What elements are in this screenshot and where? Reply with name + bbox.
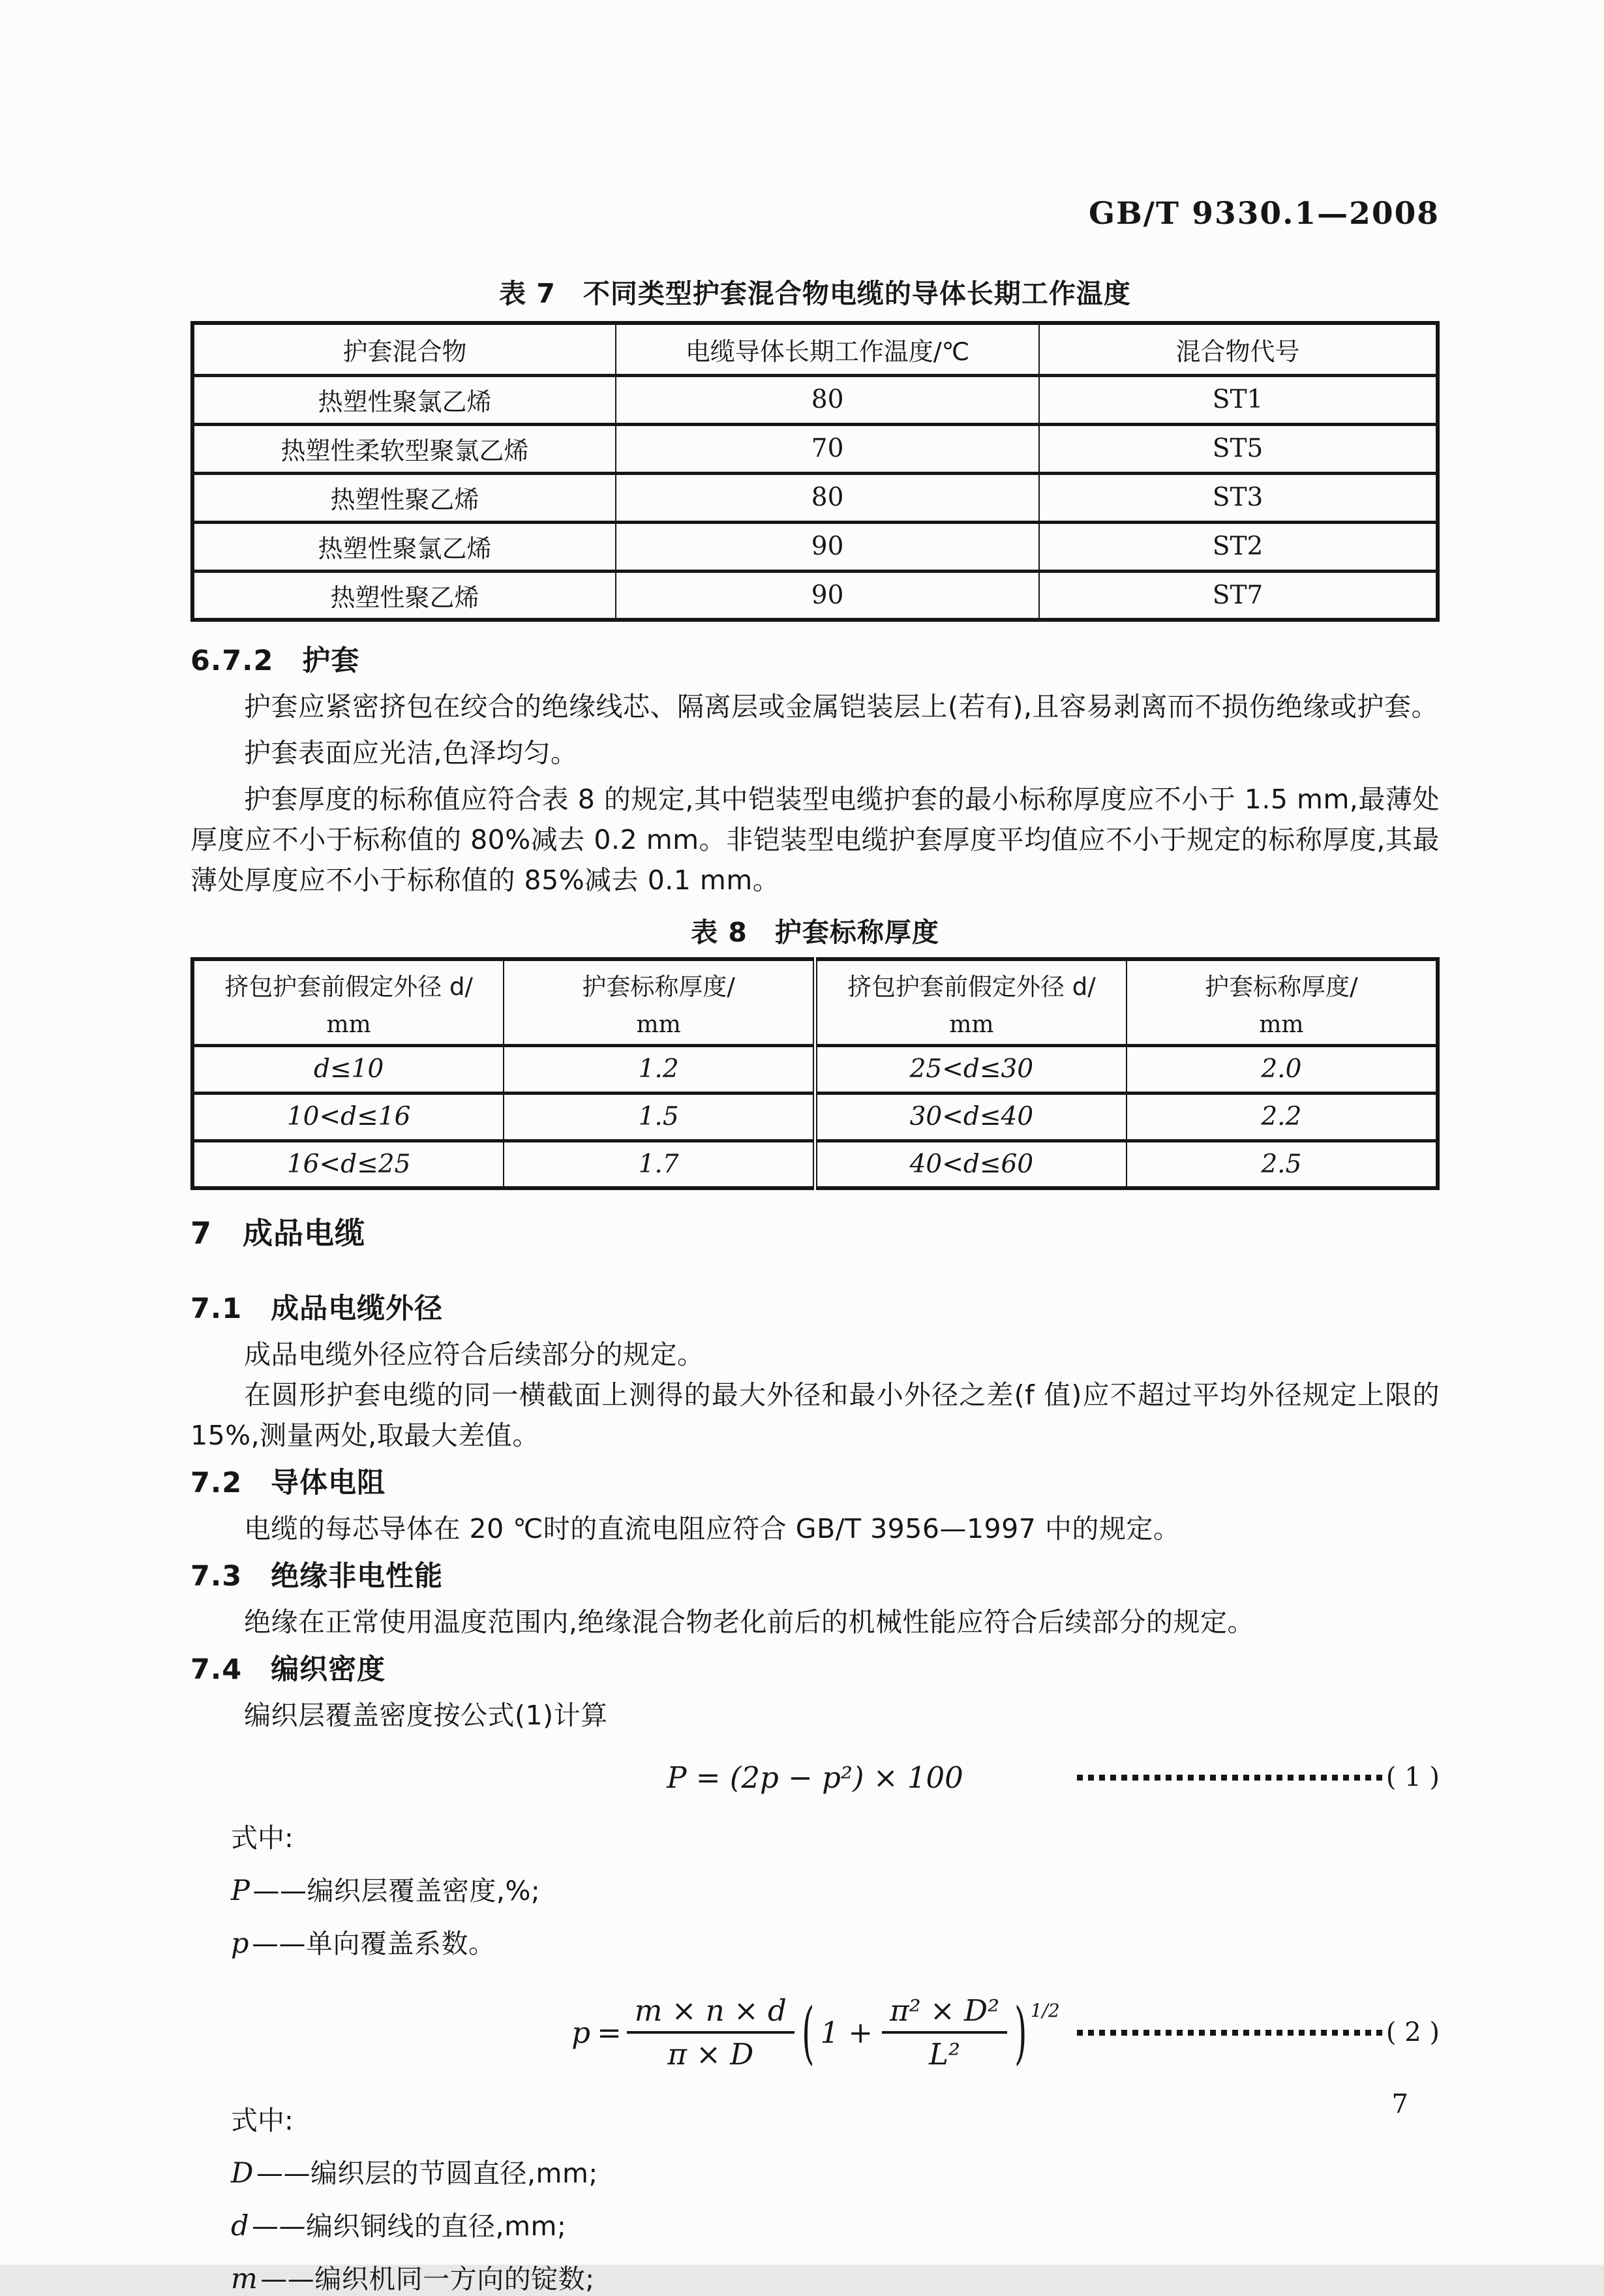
legend-desc: ——单向覆盖系数。 — [252, 1928, 496, 1959]
equation-1-tail — [1077, 1762, 1440, 1792]
table-row — [192, 522, 1438, 571]
paragraph: 护套厚度的标称值应符合表 8 的规定,其中铠装型电缆护套的最小标称厚度应不小于 1.5 mm,最薄处厚度应不小于标称值的 80%减去 0.2 mm。非铠装型电缆护套厚度平均值应不小于规定的标称厚度,其最薄处厚度应不小于标称值的 85%减去 0.1 mm。 — [190, 784, 1440, 896]
exponent: 1/2 — [1030, 1999, 1060, 2021]
cell-temperature: 80 — [616, 473, 1039, 522]
table-row — [192, 571, 1438, 620]
paragraph: 在圆形护套电缆的同一横截面上测得的最大外径和最小外径之差(f 值)应不超过平均外径规定上限的 15%,测量两处,取最大差值。 — [190, 1379, 1440, 1451]
cell-diameter-range: 40<d≤60 — [815, 1140, 1127, 1188]
table-row — [192, 1045, 1438, 1093]
cell-temperature: 70 — [616, 424, 1039, 473]
open-paren: ( — [801, 1993, 815, 2072]
page-content — [190, 0, 1440, 2296]
header-cell: 电缆导体长期工作温度/℃ — [616, 323, 1039, 375]
equation-2-number: ( 2 ) — [1385, 2017, 1440, 2047]
cell-mixture-code: ST1 — [1039, 375, 1438, 424]
table-header-row — [192, 323, 1438, 375]
table-row — [192, 1093, 1438, 1140]
cell-sheath-mixture: 热塑性聚乙烯 — [192, 473, 616, 522]
legend-item — [231, 1922, 1440, 1961]
cell-thickness: 2.2 — [1127, 1093, 1438, 1140]
cell-mixture-code: ST5 — [1039, 424, 1438, 473]
legend-intro: 式中: — [231, 1822, 294, 1854]
header-unit: mm — [636, 1011, 681, 1038]
legend-item — [231, 2152, 1440, 2190]
equation-2-equals: = — [597, 2015, 622, 2050]
section-heading-672: 6.7.2 护套 — [190, 645, 360, 677]
table-row — [192, 473, 1438, 522]
cell-mixture-code: ST2 — [1039, 522, 1438, 571]
fraction-numerator: m × n × d — [627, 1995, 794, 2034]
cell-diameter-range: d≤10 — [192, 1045, 504, 1093]
paragraph: 护套应紧密挤包在绞合的绝缘线芯、隔离层或金属铠装层上(若有),且容易剥离而不损伤绝缘或护套。 — [244, 691, 1439, 722]
header-unit: mm — [949, 1011, 994, 1038]
header-line1: 护套标称厚度/ — [1205, 972, 1358, 1001]
header-cell: 混合物代号 — [1039, 323, 1438, 375]
standard-number-header: GB/T 9330.1—2008 — [1088, 196, 1440, 232]
cell-diameter-range: 16<d≤25 — [192, 1140, 504, 1188]
legend-symbol: m — [231, 2263, 258, 2295]
cell-sheath-mixture: 热塑性柔软型聚氯乙烯 — [192, 424, 616, 473]
legend-item — [231, 1869, 1440, 1908]
cell-diameter-range: 10<d≤16 — [192, 1093, 504, 1140]
section-heading-73: 7.3 绝缘非电性能 — [190, 1560, 444, 1593]
table-8 — [190, 957, 1440, 1190]
header-cell: 护套混合物 — [192, 323, 616, 375]
cell-diameter-range: 25<d≤30 — [815, 1045, 1127, 1093]
equation-2-lhs: p — [571, 2015, 591, 2050]
legend-desc: ——编织机同一方向的锭数; — [260, 2263, 595, 2295]
inner-term: 1 + — [820, 2015, 873, 2050]
cell-mixture-code: ST7 — [1039, 571, 1438, 620]
cell-thickness: 1.2 — [504, 1045, 815, 1093]
header-cell — [1127, 959, 1438, 1045]
cell-sheath-mixture: 热塑性聚乙烯 — [192, 571, 616, 620]
equation-1 — [190, 1750, 1440, 1805]
cell-sheath-mixture: 热塑性聚氯乙烯 — [192, 375, 616, 424]
paragraph: 编织层覆盖密度按公式(1)计算 — [244, 1700, 608, 1731]
cell-thickness: 1.5 — [504, 1093, 815, 1140]
header-unit: mm — [326, 1011, 371, 1038]
header-cell — [192, 959, 504, 1045]
close-paren: ) — [1014, 1993, 1027, 2072]
table-row — [192, 1140, 1438, 1188]
table-7 — [190, 321, 1440, 622]
section-heading-74: 7.4 编织密度 — [190, 1653, 386, 1686]
fraction-denominator: π × D — [667, 2037, 754, 2072]
header-cell — [504, 959, 815, 1045]
fraction-inner-denominator: L² — [929, 2037, 961, 2072]
cell-thickness: 1.7 — [504, 1140, 815, 1188]
equation-2-tail — [1077, 2017, 1440, 2047]
header-line1: 护套标称厚度/ — [582, 972, 735, 1001]
paragraph: 护套表面应光洁,色泽均匀。 — [244, 737, 578, 769]
cell-temperature: 80 — [616, 375, 1039, 424]
table-row — [192, 424, 1438, 473]
cell-sheath-mixture: 热塑性聚氯乙烯 — [192, 522, 616, 571]
dotted-leader — [1077, 2030, 1384, 2036]
legend-symbol: d — [231, 2210, 250, 2242]
equation-1-expression: P = (2p − p²) × 100 — [667, 1760, 963, 1795]
legend-item — [231, 2258, 1440, 2296]
cell-temperature: 90 — [616, 571, 1039, 620]
fraction-main — [627, 1995, 794, 2070]
paragraph: 成品电缆外径应符合后续部分的规定。 — [244, 1339, 704, 1370]
legend-desc: ——编织铜线的直径,mm; — [252, 2211, 567, 2242]
paragraph: 绝缘在正常使用温度范围内,绝缘混合物老化前后的机械性能应符合后续部分的规定。 — [244, 1606, 1255, 1638]
header-line1: 挤包护套前假定外径 d/ — [224, 972, 473, 1001]
paragraph: 电缆的每芯导体在 20 ℃时的直流电阻应符合 GB/T 3956—1997 中的规定。 — [244, 1513, 1181, 1544]
legend-symbol: p — [231, 1927, 250, 1960]
cell-diameter-range: 30<d≤40 — [815, 1093, 1127, 1140]
section-heading-71: 7.1 成品电缆外径 — [190, 1293, 444, 1325]
header-line1: 挤包护套前假定外径 d/ — [847, 972, 1096, 1001]
legend-desc: ——编织层覆盖密度,%; — [252, 1875, 541, 1906]
legend-desc: ——编织层的节圆直径,mm; — [256, 2158, 598, 2189]
legend-intro: 式中: — [231, 2105, 294, 2136]
cell-thickness: 2.5 — [1127, 1140, 1438, 1188]
equation-2 — [190, 1978, 1440, 2087]
table-row — [192, 375, 1438, 424]
table-header-row — [192, 959, 1438, 1045]
fraction-inner-numerator: π² × D² — [882, 1995, 1007, 2034]
cell-mixture-code: ST3 — [1039, 473, 1438, 522]
cell-thickness: 2.0 — [1127, 1045, 1438, 1093]
header-unit: mm — [1259, 1011, 1304, 1038]
legend-symbol: D — [231, 2157, 254, 2190]
equation-1-number: ( 1 ) — [1385, 1762, 1440, 1792]
section-heading-7: 7 成品电缆 — [190, 1216, 366, 1251]
legend-item — [231, 2205, 1440, 2243]
table8-caption: 表 8 护套标称厚度 — [691, 917, 939, 948]
dotted-leader — [1077, 1775, 1384, 1781]
cell-temperature: 90 — [616, 522, 1039, 571]
page-number: 7 — [1391, 2089, 1408, 2119]
table7-caption: 表 7 不同类型护套混合物电缆的导体长期工作温度 — [499, 278, 1131, 309]
legend-symbol: P — [231, 1875, 250, 1907]
header-cell — [815, 959, 1127, 1045]
fraction-inner — [882, 1995, 1007, 2070]
section-heading-72: 7.2 导体电阻 — [190, 1467, 386, 1499]
